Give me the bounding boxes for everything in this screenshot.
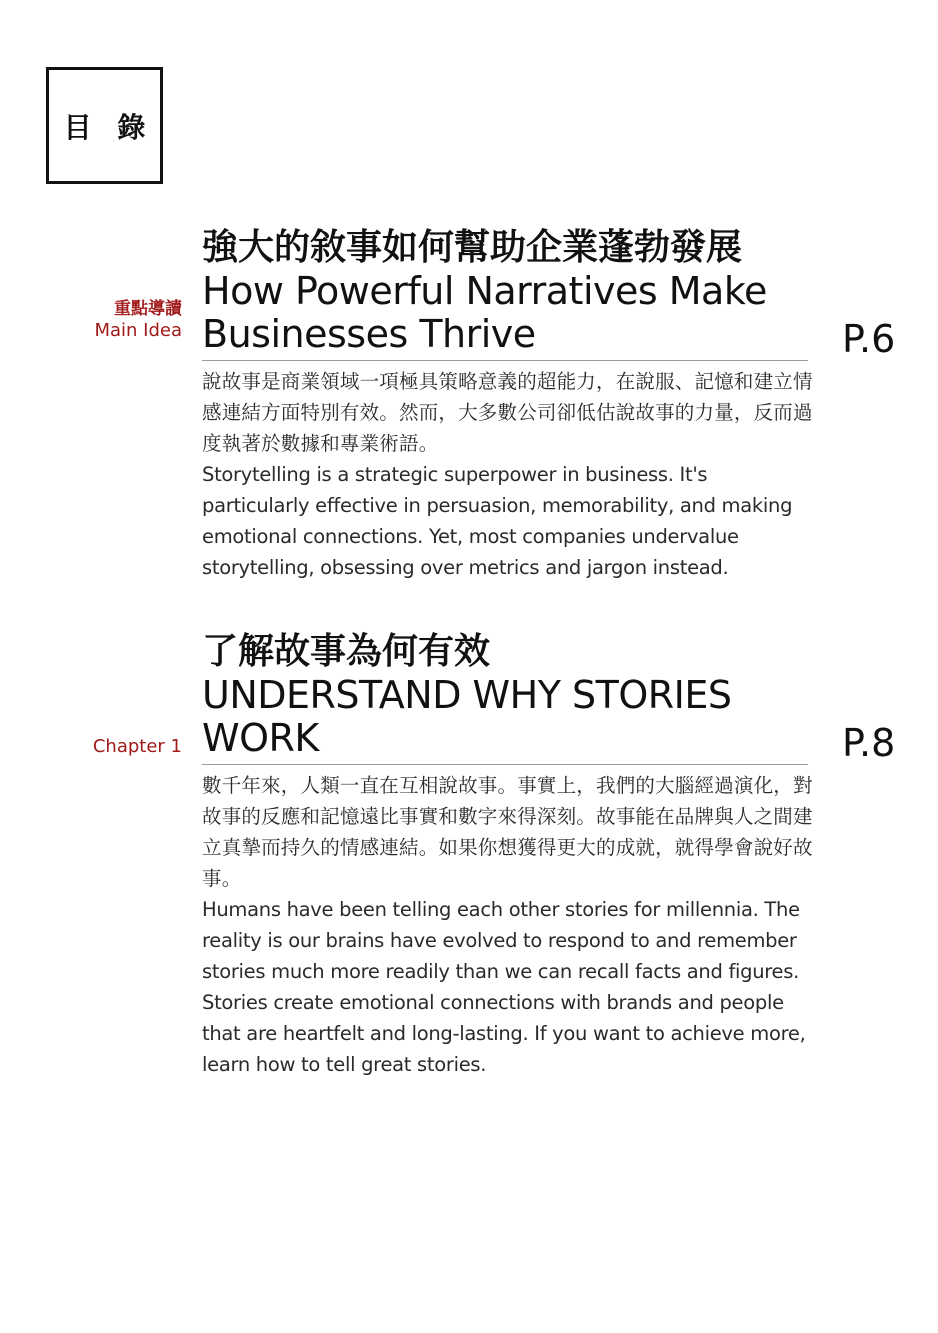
section-summary	[202, 770, 814, 1080]
section-label	[93, 736, 182, 758]
summary-en: Humans have been telling each other stories for millennia. The reality is our brains have evolved to respond to and remember stories much more readily than we can recall facts and figures. Stories create emotional connections with brands and people that are heartfelt and long-lasting. If you want to achieve more, learn how to tell great stories.	[202, 898, 806, 1076]
summary-zh: 數千年來，人類一直在互相說故事。事實上，我們的大腦經過演化，對故事的反應和記憶遠比事實和數字來得深刻。故事能在品牌與人之間建立真摯而持久的情感連結。如果你想獲得更大的成就，就得學會說好故事。	[202, 774, 813, 890]
section-summary	[202, 366, 814, 583]
section-title-en: How Powerful Narratives Make Businesses Thrive	[202, 269, 767, 356]
toc-heading-box	[46, 67, 163, 184]
section-title-en: UNDERSTAND WHY STORIES WORK	[202, 673, 732, 760]
page-number[interactable]: P.8	[842, 721, 896, 765]
section-title[interactable]	[202, 630, 808, 765]
section-title-zh: 強大的敘事如何幫助企業蓬勃發展	[202, 227, 743, 268]
section-label	[94, 298, 182, 342]
page-number[interactable]: P.6	[842, 317, 896, 361]
section-title-zh: 了解故事為何有效	[202, 631, 491, 672]
section-label-en: Chapter 1	[92, 736, 182, 757]
section-label-zh: 重點導讀	[114, 299, 182, 319]
summary-zh: 說故事是商業領域一項極具策略意義的超能力，在說服、記憶和建立情感連結方面特別有效。然而，大多數公司卻低估說故事的力量，反而過度執著於數據和專業術語。	[202, 370, 813, 455]
section-title[interactable]	[202, 226, 808, 361]
section-label-en: Main Idea	[94, 320, 182, 341]
toc-title: 目 錄	[63, 110, 154, 144]
summary-en: Storytelling is a strategic superpower in business. It's particularly effective in persuasion, memorability, and making emotional connections. Yet, most companies undervalue storytelling, obsessing over metrics and jargon instead.	[202, 463, 793, 579]
